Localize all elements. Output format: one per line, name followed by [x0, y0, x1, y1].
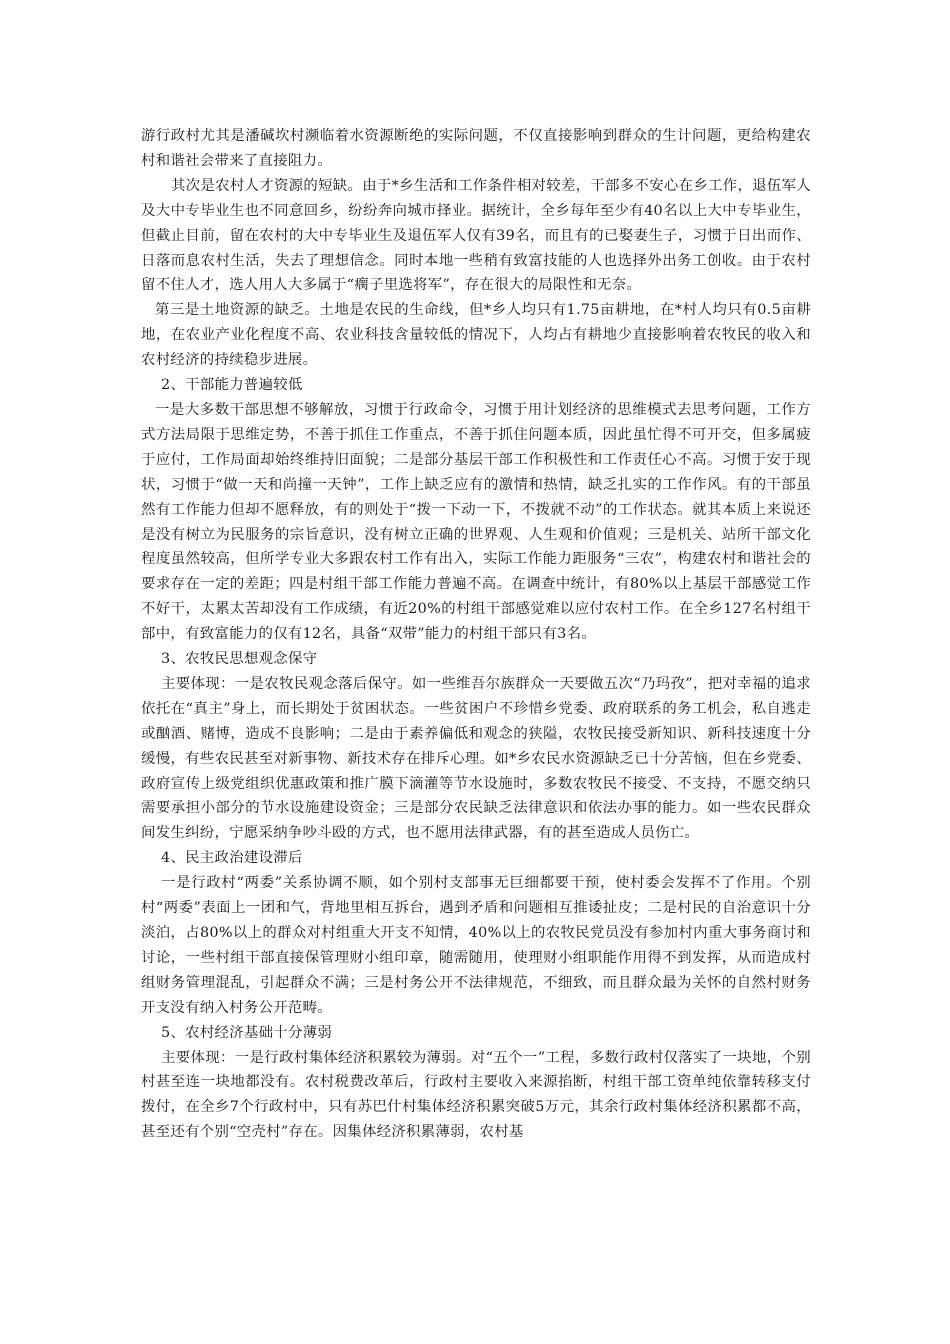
section-heading-conservative-views: 3、农牧民思想观念保守 — [161, 651, 318, 668]
paragraph-conservative-views: 主要体现：一是农牧民观念落后保守。如一些维吾尔族群众一天要做五次“乃玛孜”，把对幸福的追求依托在“真主”身上，而长期处于贫困状态。一些贫困户不珍惜乡党委、政府联系的务工机会，私自逃走或酗酒、赌博，造成不良影响；二是由于素养偏低和观念的狭隘，农牧民接受新知识、新科技速度十分缓慢，有些农民甚至对新事物、新技术存在排斥心理。如*乡农民水资源缺乏已十分苦恼，但在乡党委、政府宣传上级党组织优惠政策和推广膜下滴灌等节水设施时，多数农牧民不接受、不支持，不愿交纳只需要承担小部分的节水设施建设资金；三是部分农民缺乏法律意识和依法办事的能力。如一些农民群众间发生纠纷，宁愿采纳争吵斗殴的方式，也不愿用法律武器，有的甚至造成人员伤亡。 — [141, 675, 811, 842]
paragraph-democracy: 一是行政村“两委”关系协调不顺，如个别村支部事无巨细都要干预，使村委会发挥不了作用。个别村“两委”表面上一团和气，背地里相互拆台，遇到矛盾和问题相互推诿扯皮；二是村民的自治意识十分淡泊，占80%以上的群众对村组重大开支不知情，40%以上的农牧民党员没有参加村内重大事务商讨和讨论，一些村组干部直接保管理财小组印章，随需随用，使理财小组职能作用得不到发挥，从而造成村组财务管理混乱，引起群众不满；三是村务公开不法律规范，不细致，而且群众最为关怀的自然村财务开支没有纳入村务公开范畴。 — [141, 875, 811, 1016]
section-heading-economic-base: 5、农村经济基础十分薄弱 — [161, 1024, 333, 1041]
paragraph-economic-base: 主要体现：一是行政村集体经济积累较为薄弱。对“五个一”工程，多数行政村仅落实了一块地，个别村甚至连一块地都没有。农村税费改革后，行政村主要收入来源掐断，村组干部工资单纯依靠转移支付拨付，在全乡7个行政村中，只有苏巴什村集体经济积累突破5万元，其余行政村集体经济积累都不高，甚至还有个别“空壳村”存在。因集体经济积累薄弱，农村基 — [141, 1049, 811, 1141]
section-heading-democracy: 4、民主政治建设滞后 — [161, 850, 303, 867]
paragraph-cadre-ability: 一是大多数干部思想不够解放，习惯于行政命令，习惯于用计划经济的思维模式去思考问题，工作方式方法局限于思维定势，不善于抓住工作重点，不善于抓住问题本质，因此虽忙得不可开交，但多属疲于应付，工作局面却始终维持旧面貌；二是部分基层干部工作积极性和工作责任心不高。习惯于安于现状，习惯于“做一天和尚撞一天钟”，工作上缺乏应有的激情和热情，缺乏扎实的工作作风。有的干部虽然有工作能力但却不愿释放，有的则处于“拨一下动一下，不拨就不动”的工作状态。就其本质上来说还是没有树立为民服务的宗旨意识，没有树立正确的世界观、人生观和价值观；三是机关、站所干部文化程度虽然较高，但所学专业大多跟农村工作有出入，实际工作能力距服务“三农”，构建农村和谐社会的要求存在一定的差距；四是村组干部工作能力普遍不高。在调查中统计，有80%以上基层干部感觉工作不好干，太累太苦却没有工作成绩，有近20%的村组干部感觉难以应付农村工作。在全乡127名村组干部中，有致富能力的仅有12名，具备“双带”能力的村组干部只有3名。 — [141, 401, 811, 643]
paragraph-water-issue: 游行政村尤其是潘碱坎村濒临着水资源断绝的实际问题，不仅直接影响到群众的生计问题，更给构建农村和谐社会带来了直接阻力。 — [141, 128, 811, 169]
paragraph-talent-shortage: 其次是农村人才资源的短缺。由于*乡生活和工作条件相对较差，干部多不安心在乡工作，退伍军人及大中专毕业生也不同意回乡，纷纷奔向城市择业。据统计，全乡每年至少有40名以上大中专毕业生，但截止目前，留在农村的大中专毕业生及退伍军人仅有39名，而且有的已娶妻生子，习惯于日出而作、日落而息农村生活，失去了理想信念。同时本地一些稍有致富技能的人也选择外出务工创收。由于农村留不住人才，选人用人大多属于“瘸子里选将军”，存在很大的局限性和无奈。 — [141, 177, 811, 294]
section-heading-cadre-ability: 2、干部能力普遍较低 — [161, 377, 303, 394]
document-body — [141, 124, 811, 1145]
paragraph-land-shortage: 第三是土地资源的缺乏。土地是农民的生命线，但*乡人均只有1.75亩耕地，在*村人均只有0.5亩耕地，在农业产业化程度不高、农业科技含量较低的情况下，人均占有耕地少直接影响着农牧民的收入和农村经济的持续稳步进展。 — [141, 302, 811, 369]
